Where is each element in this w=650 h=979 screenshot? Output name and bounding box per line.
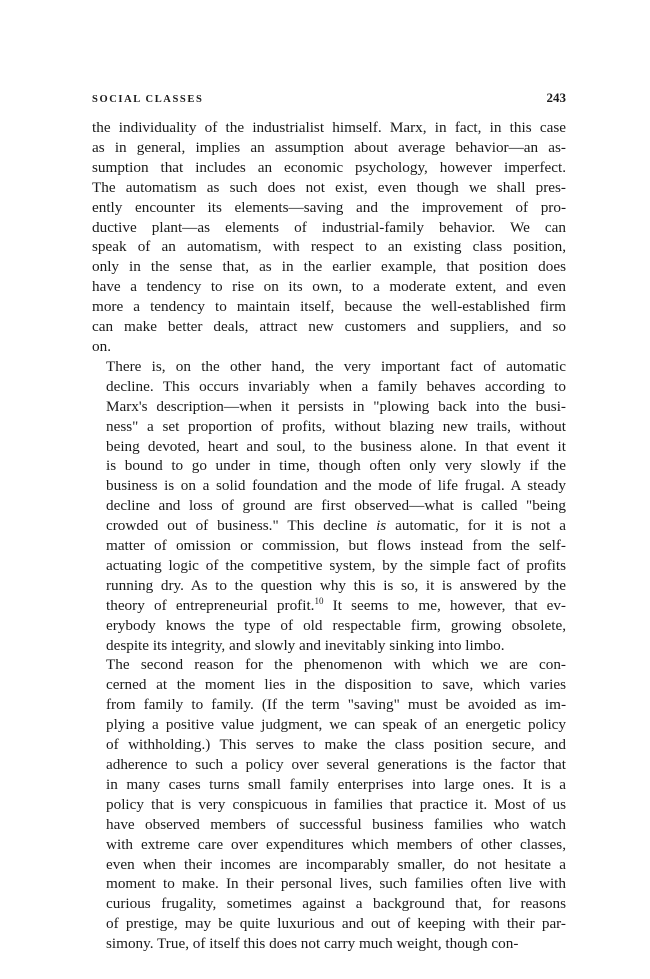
text-line: ductive plant—as elements of industrial-family behavior. We can bbox=[92, 218, 566, 236]
text-line: plying a positive value judgment, we can speak of an energetic policy bbox=[106, 716, 566, 734]
paragraph-3 bbox=[92, 655, 566, 954]
text-line: The automatism as such does not exist, even though we shall pres- bbox=[92, 178, 566, 196]
text-line: is bound to go under in time, though often only very slowly if the bbox=[106, 457, 566, 475]
text-line: actuating logic of the competitive system, by the simple fact of profits bbox=[106, 556, 566, 574]
text-line: theory of entrepreneurial profit.$^{10}$ It seems to me, however, that ev- bbox=[106, 595, 566, 614]
text-line: speak of an automatism, with respect to an existing class position, bbox=[92, 238, 566, 256]
text-line: even when their incomes are incomparably smaller, do not hesitate a bbox=[106, 855, 566, 873]
text-line: of prestige, may be quite luxurious and out of keeping with their par- bbox=[106, 915, 566, 933]
text-line: running dry. As to the question why this is so, it is answered by the bbox=[106, 576, 566, 594]
text-line: being devoted, heart and soul, to the business alone. In that event it bbox=[106, 437, 566, 455]
page-number: 243 bbox=[546, 90, 566, 105]
text-line: have a tendency to rise on its own, to a moderate extent, and even bbox=[92, 278, 566, 296]
text-line: simony. True, of itself this does not carry much weight, though con- bbox=[106, 935, 519, 953]
text-line: moment to make. In their personal lives, such families often live with bbox=[106, 875, 566, 893]
text-line: erybody knows the type of old respectable firm, growing obsolete, bbox=[106, 616, 566, 634]
text-line: The second reason for the phenomenon with which we are con- bbox=[106, 656, 566, 674]
text-line: in many cases turns small family enterprises into large ones. It is a bbox=[106, 775, 566, 793]
text-line: can make better deals, attract new customers and suppliers, and so bbox=[92, 318, 566, 336]
text-line: as in general, implies an assumption about average behavior—an as- bbox=[92, 138, 566, 156]
text-line: more a tendency to maintain itself, because the well-established firm bbox=[92, 298, 566, 316]
text-line: ently encounter its elements—saving and the improvement of pro- bbox=[92, 198, 566, 216]
text-line: from family to family. (If the term "saving" must be avoided as im- bbox=[106, 696, 566, 714]
running-head bbox=[92, 90, 566, 112]
text-line: crowded out of business." This decline is automatic, for it is not a bbox=[106, 517, 566, 535]
running-title: SOCIAL CLASSES bbox=[92, 94, 204, 105]
text-line: only in the sense that, as in the earlier example, that position does bbox=[92, 258, 566, 276]
paragraph-1 bbox=[92, 118, 566, 357]
text-line: curious frugality, sometimes against a background that, for reasons bbox=[106, 895, 566, 913]
paragraph-2 bbox=[92, 357, 566, 656]
book-page bbox=[92, 90, 566, 954]
text-line: matter of omission or commission, but flows instead from the self- bbox=[106, 537, 566, 555]
text-line: ness" a set proportion of profits, without blazing new trails, without bbox=[106, 417, 566, 435]
text-line: There is, on the other hand, the very important fact of automatic bbox=[106, 357, 566, 375]
text-line: of withholding.) This serves to make the class position secure, and bbox=[106, 736, 566, 754]
footnote-marker: 10 bbox=[314, 595, 324, 606]
body-text bbox=[92, 118, 566, 954]
text-line: Marx's description—when it persists in "plowing back into the busi- bbox=[106, 397, 566, 415]
text-line: despite its integrity, and slowly and inevitably sinking into limbo. bbox=[106, 636, 505, 654]
text-line: cerned at the moment lies in the disposition to save, which varies bbox=[106, 676, 566, 694]
text-line: on. bbox=[92, 337, 111, 355]
text-line: adherence to such a policy over several generations is the factor that bbox=[106, 756, 566, 773]
text-line: sumption that includes an economic psychology, however imperfect. bbox=[92, 158, 566, 176]
text-line: decline and loss of ground are first observed—what is called "being bbox=[106, 497, 566, 515]
text-line: policy that is very conspicuous in families that practice it. Most of us bbox=[106, 795, 566, 813]
text-line: the individuality of the industrialist himself. Marx, in fact, in this case bbox=[92, 119, 566, 136]
text-line: business is on a solid foundation and the mode of life frugal. A steady bbox=[106, 477, 566, 495]
text-line: have observed members of successful business families who watch bbox=[106, 815, 566, 833]
text-line: decline. This occurs invariably when a family behaves according to bbox=[106, 377, 566, 395]
text-line: with extreme care over expenditures which members of other classes, bbox=[106, 835, 566, 853]
